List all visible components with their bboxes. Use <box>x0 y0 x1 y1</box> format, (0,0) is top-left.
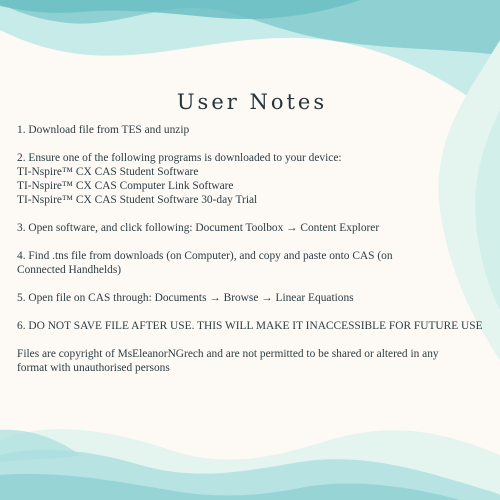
note-line: 3. Open software, and click following: Document Toolbox → Content Explorer <box>17 222 380 234</box>
note-programs <box>17 151 487 207</box>
note-line: 2. Ensure one of the following programs is downloaded to your device: <box>17 152 342 164</box>
note-line: TI-Nspire™ CX CAS Student Software <box>17 166 199 178</box>
note-open-on-cas <box>17 291 487 305</box>
note-copyright <box>17 347 487 375</box>
user-notes-panel <box>17 90 487 389</box>
note-line: 1. Download file from TES and unzip <box>17 124 190 136</box>
note-line: Connected Handhelds) <box>17 264 122 276</box>
note-line: TI-Nspire™ CX CAS Computer Link Software <box>17 180 234 192</box>
page-title: User Notes <box>176 90 328 114</box>
note-warning <box>17 319 487 333</box>
note-open-software <box>17 221 487 235</box>
note-line: Files are copyright of MsEleanorNGrech and are not permitted to be shared or altered in any <box>17 348 439 360</box>
note-line: 5. Open file on CAS through: Documents → Browse → Linear Equations <box>17 292 354 304</box>
note-line: format with unauthorised persons <box>17 362 170 374</box>
note-line: 6. DO NOT SAVE FILE AFTER USE. THIS WILL MAKE IT INACCESSIBLE FOR FUTURE USE <box>17 320 483 332</box>
note-line: 4. Find .tns file from downloads (on Computer), and copy and paste onto CAS (on <box>17 250 393 262</box>
note-find-file <box>17 249 487 277</box>
note-download <box>17 123 487 137</box>
note-line: TI-Nspire™ CX CAS Student Software 30-day Trial <box>17 194 258 206</box>
